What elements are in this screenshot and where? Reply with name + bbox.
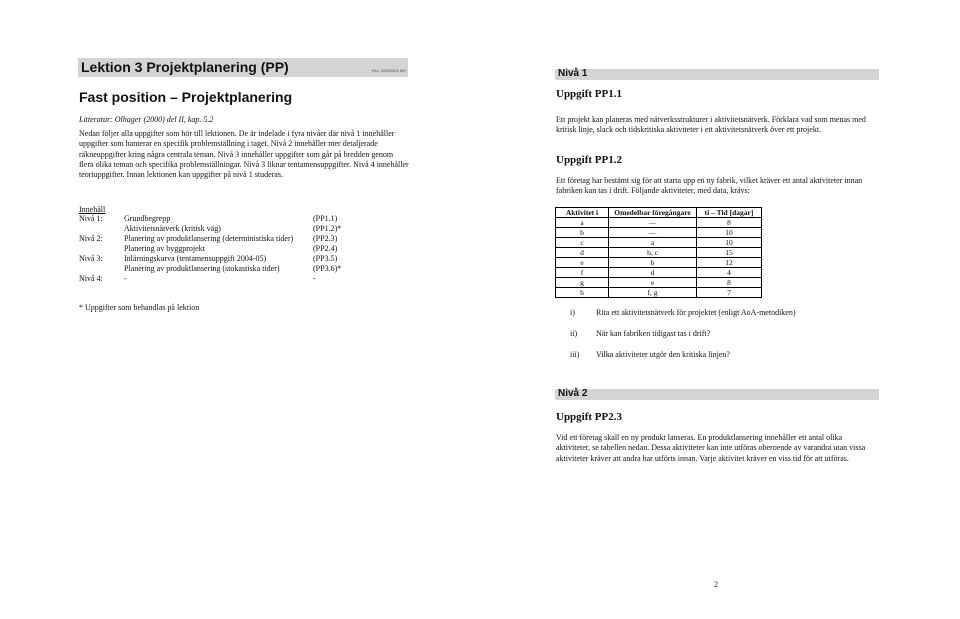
revision-label: Rev. 20080304 MR [371,68,406,73]
activity-table [555,207,762,298]
page-subtitle: Fast position – Projektplanering [79,89,293,105]
table-cell: e [556,258,609,268]
table-cell: 8 [697,218,762,228]
toc-name: Grundbegrepp [124,214,171,223]
intro-paragraph: Nedan följer alla uppgifter som hör till lektionen. De är indelade i fyra nivåer där nivå 1 innehåller uppgifter som hanterar en specifik problemställning i taget. Nivå 2 innehåller mer detaljerade räkneuppgifter kring några centrala teman. Nivå 3 innehåller uppgifter som går på bredden genom flera olika teman och specifika problemställningar. Nivå 3 liknar tentamensuppgifter. Nivå 4 innehåller teoriuppgifter. Innan lektionen kan uppgifter på nivå 1 studeras. [79,129,409,180]
question-text: Vilka aktiviteter utgör den kritiska linjen? [596,350,730,359]
task-pp23-text: Vid ett företag skall en ny produkt lanseras. En produktlansering innehåller ett antal olika aktiviteter, se tabellen nedan. Dessa aktiviteter kan inte utföras oberoende av varandra utan vissa aktiviteter kräver att andra har utförts innan. Varje aktivitet kräver en viss tid för att utföras. [556,433,866,463]
table-cell: — [609,218,697,228]
table-cell: a [556,218,609,228]
table-cell: b [609,258,697,268]
task-pp12-text: Ett företag har bestämt sig för att starta upp en ny fabrik, vilket kräver ett antal aktiviteter innan fabriken kan tas i drift. Följande aktiviteter, med data, krävs: [556,176,863,196]
level-1-bar [555,69,879,80]
table-cell: 10 [697,238,762,248]
toc-code: - [313,274,316,283]
task-pp11-title: Uppgift PP1.1 [556,88,622,100]
toc-code: (PP3.6)* [313,264,342,273]
toc-name: Planering av byggprojekt [124,244,205,253]
table-cell: 8 [697,278,762,288]
question-text: Rita ett aktivitetsnätverk för projektet (enligt AoA-metodiken) [596,308,796,317]
column-header: Aktivitet i [556,208,609,218]
toc-name: - [124,274,127,283]
table-row [556,228,762,238]
table-cell: 12 [697,258,762,268]
toc-level: Nivå 4: [79,274,103,283]
table-cell: c [556,238,609,248]
level-1-label: Nivå 1 [558,68,588,79]
task-pp12-title: Uppgift PP1.2 [556,154,622,166]
toc-code: (PP2.3) [313,234,338,243]
table-row [556,268,762,278]
lesson-title-bar [78,58,408,77]
literature-reference: Litteratur: Olhager (2000) del II, kap. 5.2 [79,115,214,124]
table-cell: h [556,288,609,298]
question-number: i) [570,308,575,317]
table-row [556,288,762,298]
level-2-label: Nivå 2 [558,388,588,399]
table-cell: — [609,228,697,238]
table-cell: a [609,238,697,248]
table-cell: d [556,248,609,258]
toc-name: Inlärningskurva (tentamensuppgift 2004-05) [124,254,267,263]
toc-level: Nivå 1: [79,214,103,223]
question-number: ii) [570,329,578,338]
footnote: * Uppgifter som behandlas på lektion [79,303,200,312]
table-cell: b, c [609,248,697,258]
table-cell: 15 [697,248,762,258]
table-row [556,218,762,228]
question-number: iii) [570,350,580,359]
table-cell: f [556,268,609,278]
task-pp11-text: Ett projekt kan planeras med nätverksstrukturer i aktivitetsnätverk. Förklara vad som menas med kritisk linje, slack och tidskritiska aktiviteter i ett aktivitetsnätverk över ett projekt. [556,115,866,135]
column-header: ti – Tid [dagar] [697,208,762,218]
table-cell: f, g [609,288,697,298]
toc-code: (PP1.1) [313,214,338,223]
toc-heading: Innehåll [79,205,106,214]
toc-code: (PP3.5) [313,254,338,263]
toc-name: Planering av produktlansering (stokastiska tider) [124,264,280,273]
level-2-bar [555,389,879,400]
toc-name: Aktivitetsnätverk (kritisk väg) [124,224,221,233]
lesson-title: Lektion 3 Projektplanering (PP) [81,59,289,75]
toc-code: (PP1.2)* [313,224,342,233]
table-cell: b [556,228,609,238]
task-pp23-title: Uppgift PP2.3 [556,411,622,423]
table-row [556,238,762,248]
question-text: När kan fabriken tidigast tas i drift? [596,329,711,338]
toc-level: Nivå 2: [79,234,103,243]
table-cell: e [609,278,697,288]
table-cell: 4 [697,268,762,278]
page-number: 2 [714,580,718,589]
table-cell: g [556,278,609,288]
table-row [556,248,762,258]
table-cell: 7 [697,288,762,298]
table-row [556,278,762,288]
toc-name: Planering av produktlansering (deterministiska tider) [124,234,294,243]
toc-code: (PP2.4) [313,244,338,253]
table-header-row [556,208,762,218]
table-cell: d [609,268,697,278]
table-cell: 10 [697,228,762,238]
column-header: Omedelbar föregångare [609,208,697,218]
toc-level: Nivå 3: [79,254,103,263]
table-row [556,258,762,268]
